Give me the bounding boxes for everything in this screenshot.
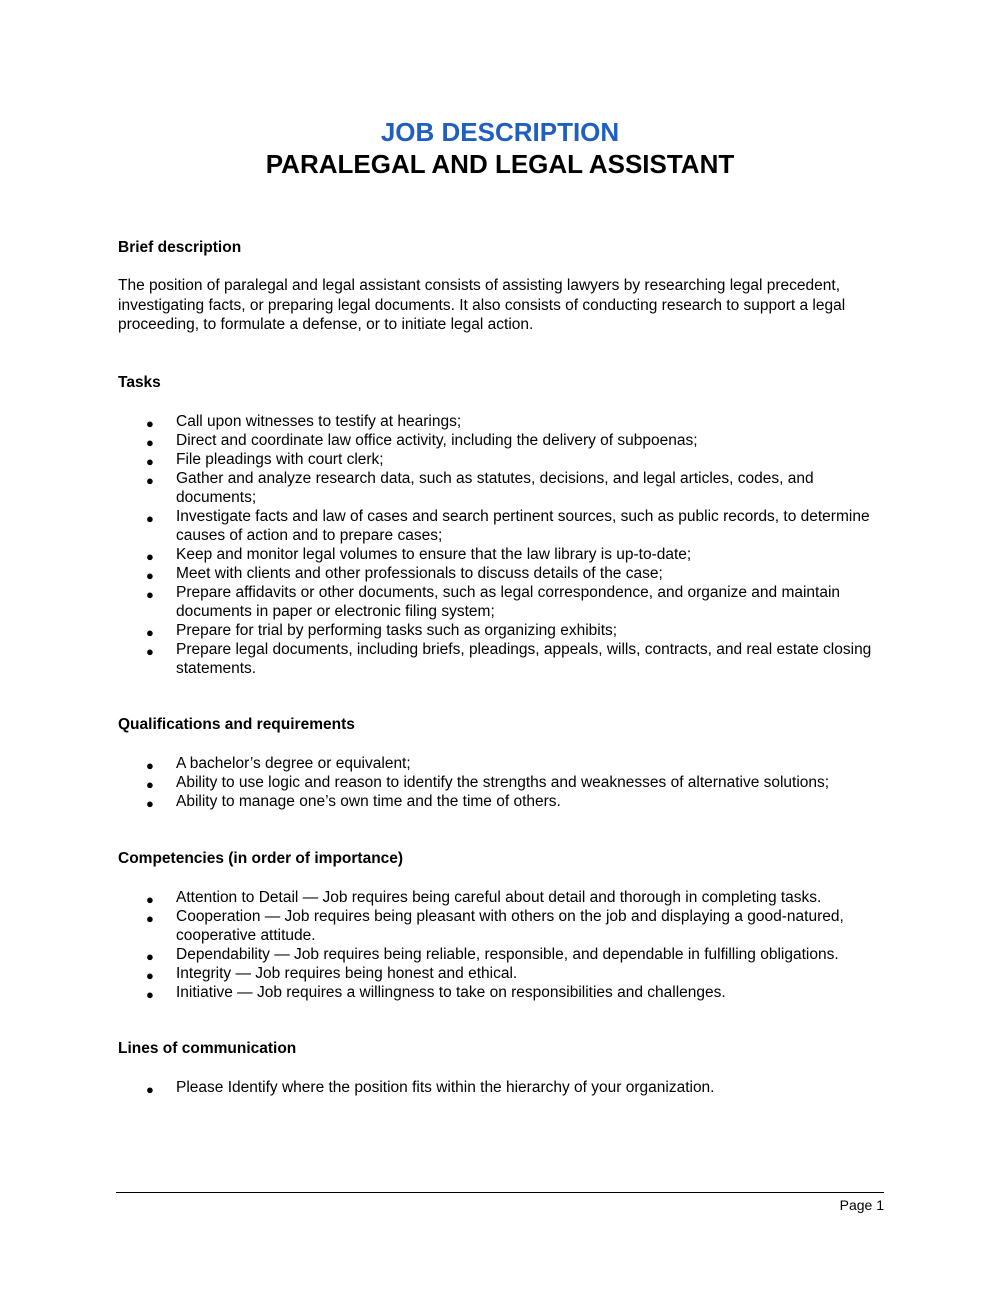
- bullet-icon: ●: [146, 415, 154, 431]
- list-item: [118, 469, 888, 507]
- list-item-text: A bachelor’s degree or equivalent;: [176, 754, 411, 772]
- tasks-section: [118, 373, 888, 678]
- list-item-text: Attention to Detail — Job requires being careful about detail and thorough in completing tasks.: [176, 888, 822, 906]
- list-item: [118, 964, 888, 983]
- list-item: [118, 640, 888, 678]
- footer-divider: [116, 1192, 884, 1193]
- list-item-text: Prepare for trial by performing tasks such as organizing exhibits;: [176, 621, 618, 639]
- list-item: [118, 792, 888, 811]
- list-item: [118, 1078, 888, 1097]
- communication-section: [118, 1039, 888, 1097]
- bullet-icon: ●: [146, 643, 154, 659]
- bullet-icon: ●: [146, 986, 154, 1002]
- list-item-text: Please Identify where the position fits within the hierarchy of your organization.: [176, 1078, 715, 1096]
- list-item: [118, 412, 888, 431]
- page-number: Page 1: [839, 1197, 884, 1213]
- list-item: [118, 773, 888, 792]
- tasks-list: [118, 412, 888, 678]
- list-item-text: Meet with clients and other professionals to discuss details of the case;: [176, 564, 663, 582]
- bullet-icon: ●: [146, 910, 154, 926]
- list-item-text: Keep and monitor legal volumes to ensure that the law library is up-to-date;: [176, 545, 692, 563]
- list-item-text: Gather and analyze research data, such as statutes, decisions, and legal articles, codes, and documents;: [176, 469, 814, 506]
- bullet-icon: ●: [146, 757, 154, 773]
- document-title: PARALEGAL AND LEGAL ASSISTANT: [265, 149, 735, 179]
- list-item: [118, 545, 888, 564]
- list-item-text: Dependability — Job requires being reliable, responsible, and dependable in fulfilling obligations.: [176, 945, 839, 963]
- list-item: [118, 983, 888, 1002]
- list-item: [118, 888, 888, 907]
- bullet-icon: ●: [146, 567, 154, 583]
- bullet-icon: ●: [146, 434, 154, 450]
- list-item-text: Call upon witnesses to testify at hearings;: [176, 412, 462, 430]
- bullet-icon: ●: [146, 1081, 154, 1097]
- bullet-icon: ●: [146, 795, 154, 811]
- list-item: [118, 754, 888, 773]
- list-item: [118, 431, 888, 450]
- competencies-section: [118, 849, 888, 1002]
- list-item-text: Initiative — Job requires a willingness to take on responsibilities and challenges.: [176, 983, 726, 1001]
- bullet-icon: ●: [146, 624, 154, 640]
- list-item-text: Integrity — Job requires being honest and ethical.: [176, 964, 518, 982]
- competencies-list: [118, 888, 888, 1002]
- list-item: [118, 450, 888, 469]
- list-item-text: Direct and coordinate law office activity, including the delivery of subpoenas;: [176, 431, 698, 449]
- list-item: [118, 583, 888, 621]
- list-item: [118, 907, 888, 945]
- bullet-icon: ●: [146, 586, 154, 602]
- bullet-icon: ●: [146, 948, 154, 964]
- document-kicker: JOB DESCRIPTION: [380, 117, 620, 147]
- bullet-icon: ●: [146, 510, 154, 526]
- list-item: [118, 945, 888, 964]
- brief-description-heading: Brief description: [118, 239, 242, 256]
- brief-description-section: [118, 238, 888, 335]
- bullet-icon: ●: [146, 776, 154, 792]
- communication-list: [118, 1078, 888, 1097]
- bullet-icon: ●: [146, 453, 154, 469]
- document-body: [118, 238, 888, 1097]
- list-item-text: Ability to use logic and reason to identify the strengths and weaknesses of alternative solutions;: [176, 773, 830, 791]
- list-item: [118, 621, 888, 640]
- list-item-text: Prepare legal documents, including briefs, pleadings, appeals, wills, contracts, and real estate closing statements.: [176, 640, 872, 677]
- bullet-icon: ●: [146, 548, 154, 564]
- list-item-text: Ability to manage one’s own time and the time of others.: [176, 792, 561, 810]
- list-item-text: Cooperation — Job requires being pleasant with others on the job and displaying a good-natured, cooperative attitude.: [176, 907, 844, 944]
- tasks-heading: Tasks: [118, 373, 161, 391]
- qualifications-section: [118, 715, 888, 811]
- list-item-text: Investigate facts and law of cases and search pertinent sources, such as public records, to determine causes of action and to prepare cases;: [176, 507, 870, 544]
- list-item-text: File pleadings with court clerk;: [176, 450, 384, 468]
- competencies-heading: Competencies (in order of importance): [118, 849, 404, 867]
- qualifications-heading: Qualifications and requirements: [118, 715, 355, 733]
- bullet-icon: ●: [146, 472, 154, 488]
- list-item: [118, 507, 888, 545]
- list-item-text: Prepare affidavits or other documents, such as legal correspondence, and organize and maintain documents in paper or electronic filing system;: [176, 583, 841, 620]
- communication-heading: Lines of communication: [118, 1039, 297, 1057]
- qualifications-list: [118, 754, 888, 811]
- bullet-icon: ●: [146, 967, 154, 983]
- bullet-icon: ●: [146, 891, 154, 907]
- brief-description-text: The position of paralegal and legal assistant consists of assisting lawyers by researching legal precedent, investigating facts, or preparing legal documents. It also consists of conducting research to support a legal proceeding, to formulate a defense, or to initiate legal action.: [118, 277, 846, 333]
- document-header: [0, 116, 1000, 180]
- list-item: [118, 564, 888, 583]
